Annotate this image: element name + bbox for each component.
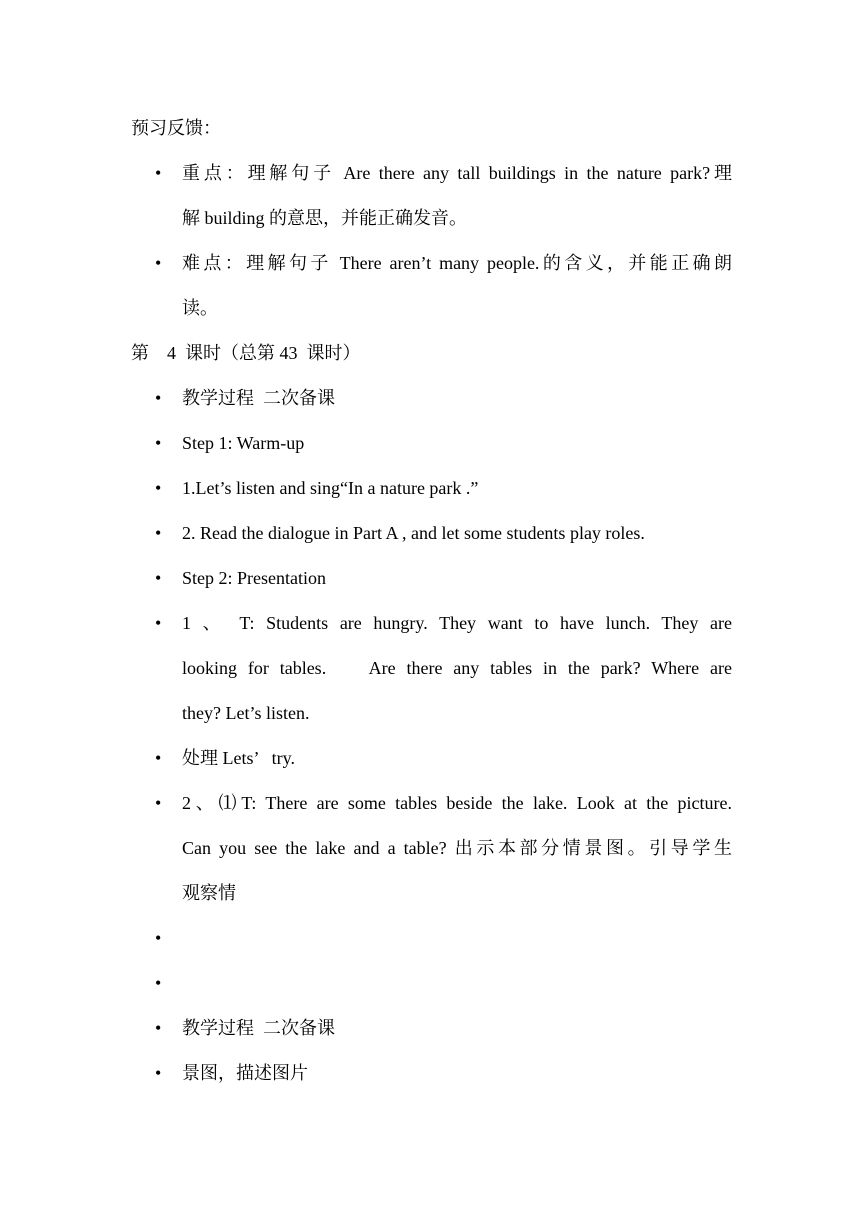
scene-item: 景图，描述图片: [182, 1063, 308, 1083]
bullet: •: [155, 478, 162, 498]
difficulty-line-1: 难点：理解句子 There aren’t many people.的含义，并能正确朗: [182, 253, 732, 273]
step-2-heading: Step 2: Presentation: [182, 568, 326, 588]
bullet: •: [155, 568, 162, 588]
process-label-1: 教学过程 二次备课: [182, 388, 335, 408]
presentation-line-1: 1 、 T: Students are hungry. They want to have lunch. They are: [182, 613, 732, 633]
process-label-2: 教学过程 二次备课: [182, 1018, 335, 1038]
presentation-line-3: they? Let’s listen.: [182, 703, 310, 723]
picture-line-3: 观察情: [182, 883, 236, 903]
bullet: •: [155, 748, 162, 768]
lesson-heading: 第 4 课时（总第 43 课时）: [131, 343, 361, 363]
bullet: •: [155, 253, 162, 273]
bullet: •: [155, 1018, 162, 1038]
bullet: •: [155, 1063, 162, 1083]
presentation-line-2: looking for tables. Are there any tables in the park? Where are: [182, 658, 732, 678]
difficulty-line-2: 读。: [182, 298, 218, 318]
bullet: •: [155, 613, 162, 633]
read-item: 2. Read the dialogue in Part A , and let some students play roles.: [182, 523, 645, 543]
sing-item: 1.Let’s listen and sing“In a nature park .”: [182, 478, 479, 498]
key-point-line-2: 解 building 的意思，并能正确发音。: [182, 208, 468, 228]
preview-heading: 预习反馈：: [131, 118, 221, 138]
bullet: •: [155, 388, 162, 408]
try-item: 处理 Lets’ try.: [182, 748, 295, 768]
picture-line-1: 2、⑴T: There are some tables beside the lake. Look at the picture.: [182, 793, 732, 813]
empty-bullet: •: [155, 973, 162, 993]
picture-line-2: Can you see the lake and a table? 出示本部分情景图。引导学生: [182, 838, 732, 858]
empty-bullet: •: [155, 928, 162, 948]
key-point-line-1: 重点：理解句子 Are there any tall buildings in the nature park?理: [182, 163, 732, 183]
bullet: •: [155, 793, 162, 813]
bullet: •: [155, 523, 162, 543]
bullet: •: [155, 163, 162, 183]
step-1-heading: Step 1: Warm-up: [182, 433, 305, 453]
bullet: •: [155, 433, 162, 453]
